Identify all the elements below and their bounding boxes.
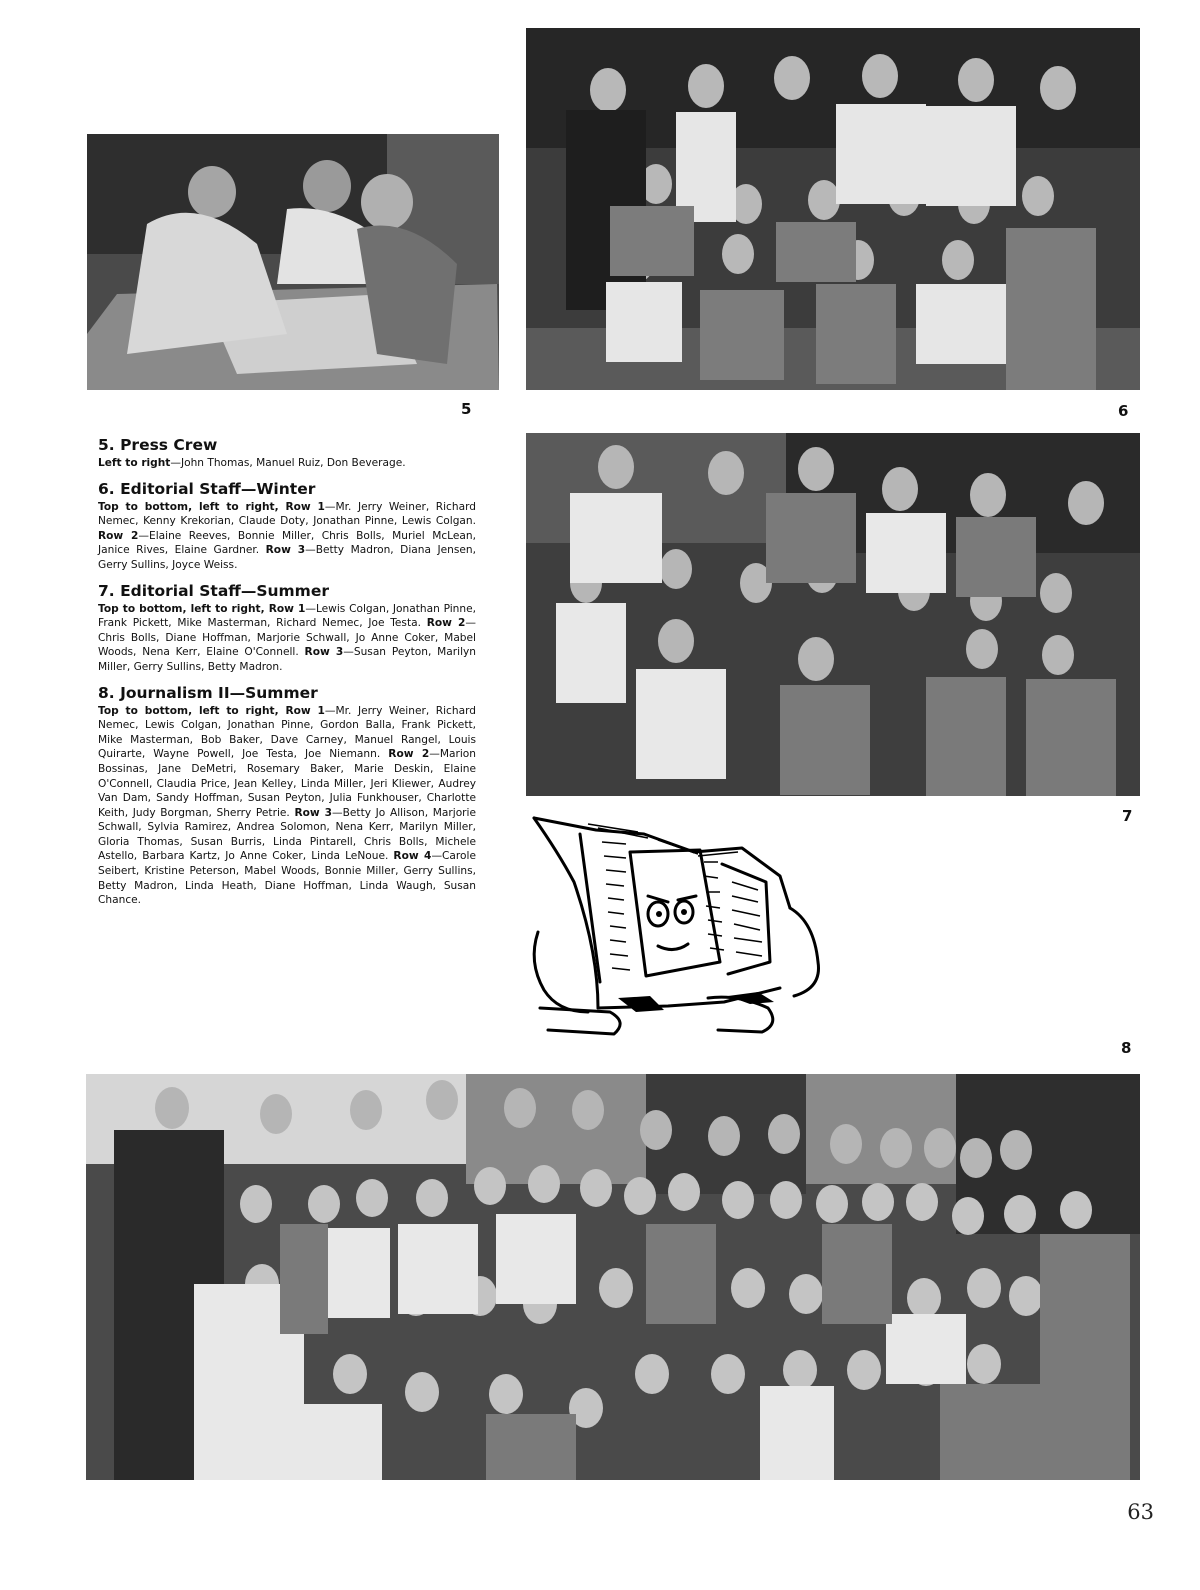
caption-text xyxy=(98,456,476,471)
row-names: —Lewis Colgan, Jonathan Pinne, Frank Pickett, Mike Masterman, Richard Nemec, Joe Testa. xyxy=(98,602,476,630)
caption-text xyxy=(98,704,476,908)
row-label: Row 2 xyxy=(98,529,139,542)
row-label: Row 2 xyxy=(426,617,466,630)
caption-title: 8. Journalism II—Summer xyxy=(98,683,318,702)
row-names: —Elaine Reeves, Bonnie Miller, Chris Bolls, Muriel McLean, Janice Rives, Elaine Gardner. xyxy=(98,529,476,557)
row-label: Row 3 xyxy=(304,646,344,659)
caption-editorial-staff-summer xyxy=(98,582,476,675)
caption-text xyxy=(98,500,476,573)
caption-text xyxy=(98,602,476,675)
row-label: Row 2 xyxy=(388,748,430,761)
newspaper-reader-drawing xyxy=(518,812,830,1038)
row-names: —Carole Seibert, Kristine Peterson, Mabel Woods, Bonnie Miller, Gerry Sullins, Betty Madron, Linda Heath, Diane Hoffman, Linda Waugh, Susan Chance. xyxy=(98,850,476,907)
row-label: Top to bottom, left to right, Row 1 xyxy=(98,704,325,717)
row-label: Row 3 xyxy=(294,806,333,819)
caption-intro: Left to right xyxy=(98,457,171,469)
caption-title: 6. Editorial Staff—Winter xyxy=(98,479,316,498)
photo-journalism-ii-summer xyxy=(86,1074,1140,1480)
row-names: —Susan Peyton, Marilyn Miller, Gerry Sullins, Betty Madron. xyxy=(98,646,476,673)
caption-title: 5. Press Crew xyxy=(98,436,218,454)
photo-press-crew xyxy=(87,134,499,390)
caption-press-crew xyxy=(98,436,476,471)
figure-number-8: 8 xyxy=(1121,1039,1132,1057)
figure-number-6: 6 xyxy=(1118,402,1129,420)
row-names: —Mr. Jerry Weiner, Richard Nemec, Lewis Colgan, Jonathan Pinne, Gordon Balla, Frank Pickett, Mike Masterman, Bob Baker, Dave Carney, Manuel Rangel, Louis Quirarte, Wayne Powell, Joe Testa, Joe Niemann. xyxy=(98,704,476,761)
row-names: —Mr. Jerry Weiner, Richard Nemec, Kenny Krekorian, Claude Doty, Jonathan Pinne, Lewis Colgan. xyxy=(98,500,476,528)
row-names: —Betty Jo Allison, Marjorie Schwall, Sylvia Ramirez, Andrea Solomon, Nena Kerr, Marilyn Miller, Gloria Thomas, Susan Burris, Linda Pintarell, Chris Bolls, Michele Astello, Barbara Kartz, Jo Anne Coker, Linda LeNoue. xyxy=(98,806,476,863)
caption-editorial-staff-winter xyxy=(98,480,476,573)
figure-number-7: 7 xyxy=(1122,807,1133,825)
row-label: Row 4 xyxy=(393,850,432,863)
row-names: —Marion Bossinas, Jane DeMetri, Rosemary Baker, Marie Deskin, Elaine O'Connell, Claudia Price, Jean Kelley, Linda Miller, Jeri Kliewer, Audrey Van Dam, Sandy Hoffman, Susan Peyton, Julia Funkhouser, Charlotte Keith, Judy Borgman, Sherry Petrie. xyxy=(98,748,476,819)
photo-editorial-staff-summer xyxy=(526,433,1140,796)
figure-number-5: 5 xyxy=(461,400,472,418)
row-label: Row 3 xyxy=(265,544,306,557)
row-names: —Betty Madron, Diana Jensen, Gerry Sullins, Joyce Weiss. xyxy=(98,544,476,571)
caption-body: —John Thomas, Manuel Ruiz, Don Beverage. xyxy=(170,457,406,469)
caption-column xyxy=(98,436,476,917)
row-label: Top to bottom, left to right, Row 1 xyxy=(98,602,306,615)
page-number: 63 xyxy=(1127,1500,1154,1524)
row-names: —Chris Bolls, Diane Hoffman, Marjorie Schwall, Jo Anne Coker, Mabel Woods, Nena Kerr, Elaine O'Connell. xyxy=(98,617,476,659)
row-label: Top to bottom, left to right, Row 1 xyxy=(98,500,325,513)
caption-journalism-ii-summer xyxy=(98,684,476,908)
caption-title: 7. Editorial Staff—Summer xyxy=(98,581,329,600)
photo-editorial-staff-winter xyxy=(526,28,1140,390)
